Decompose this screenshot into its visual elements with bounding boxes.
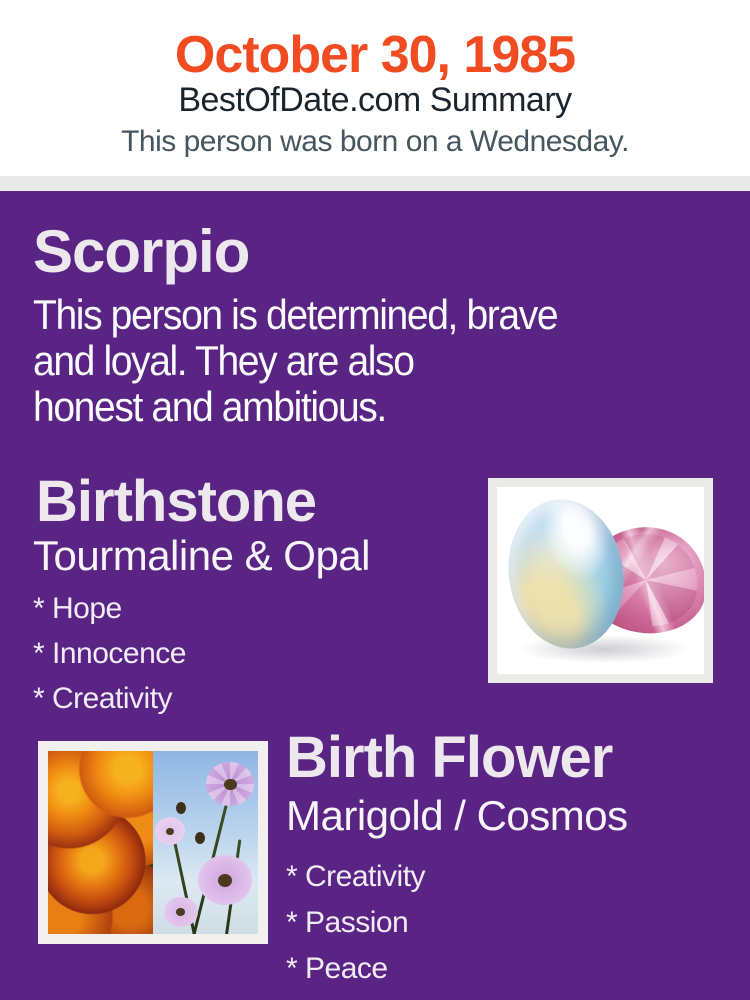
birthstone-trait: * Hope <box>33 592 122 625</box>
cosmos-flower <box>155 817 185 845</box>
birth-flower-trait: * Passion <box>286 906 409 939</box>
zodiac-description-line: honest and ambitious. <box>33 383 386 430</box>
marigold-photo-half <box>48 751 153 934</box>
zodiac-description-line: and loyal. They are also <box>33 337 414 384</box>
divider-band <box>0 176 750 191</box>
birth-flower-names: Marigold / Cosmos <box>286 792 628 839</box>
birth-flower-trait: * Peace <box>286 952 388 985</box>
opal-gem <box>498 491 634 657</box>
zodiac-description-line: This person is determined, brave <box>33 291 558 338</box>
zodiac-description <box>33 292 557 430</box>
birth-flower-trait-list <box>286 854 425 992</box>
birthstone-names: Tourmaline & Opal <box>33 532 370 579</box>
birthstone-trait: * Innocence <box>33 637 186 670</box>
zodiac-title: Scorpio <box>33 218 250 285</box>
birthstone-trait: * Creativity <box>33 682 173 715</box>
cosmos-photo-half <box>153 751 258 934</box>
page-title: October 30, 1985 <box>174 26 576 84</box>
birth-flower-image-card <box>38 741 268 944</box>
birth-flower-image <box>48 751 258 934</box>
cosmos-flower <box>206 762 254 806</box>
flower-bud <box>176 802 186 814</box>
birthstone-title: Birthstone <box>36 469 316 534</box>
cosmos-flower <box>164 897 198 927</box>
site-summary-subtitle: BestOfDate.com Summary <box>178 81 572 119</box>
flower-bud <box>195 832 205 844</box>
header <box>0 0 750 176</box>
birthstone-image-card <box>488 478 713 683</box>
birthstone-trait-list <box>33 586 186 721</box>
birth-flower-trait: * Creativity <box>286 860 426 893</box>
birth-flower-title: Birth Flower <box>286 725 613 790</box>
born-day-line: This person was born on a Wednesday. <box>121 125 629 158</box>
birthstone-image <box>497 487 704 674</box>
cosmos-flower <box>198 855 252 905</box>
